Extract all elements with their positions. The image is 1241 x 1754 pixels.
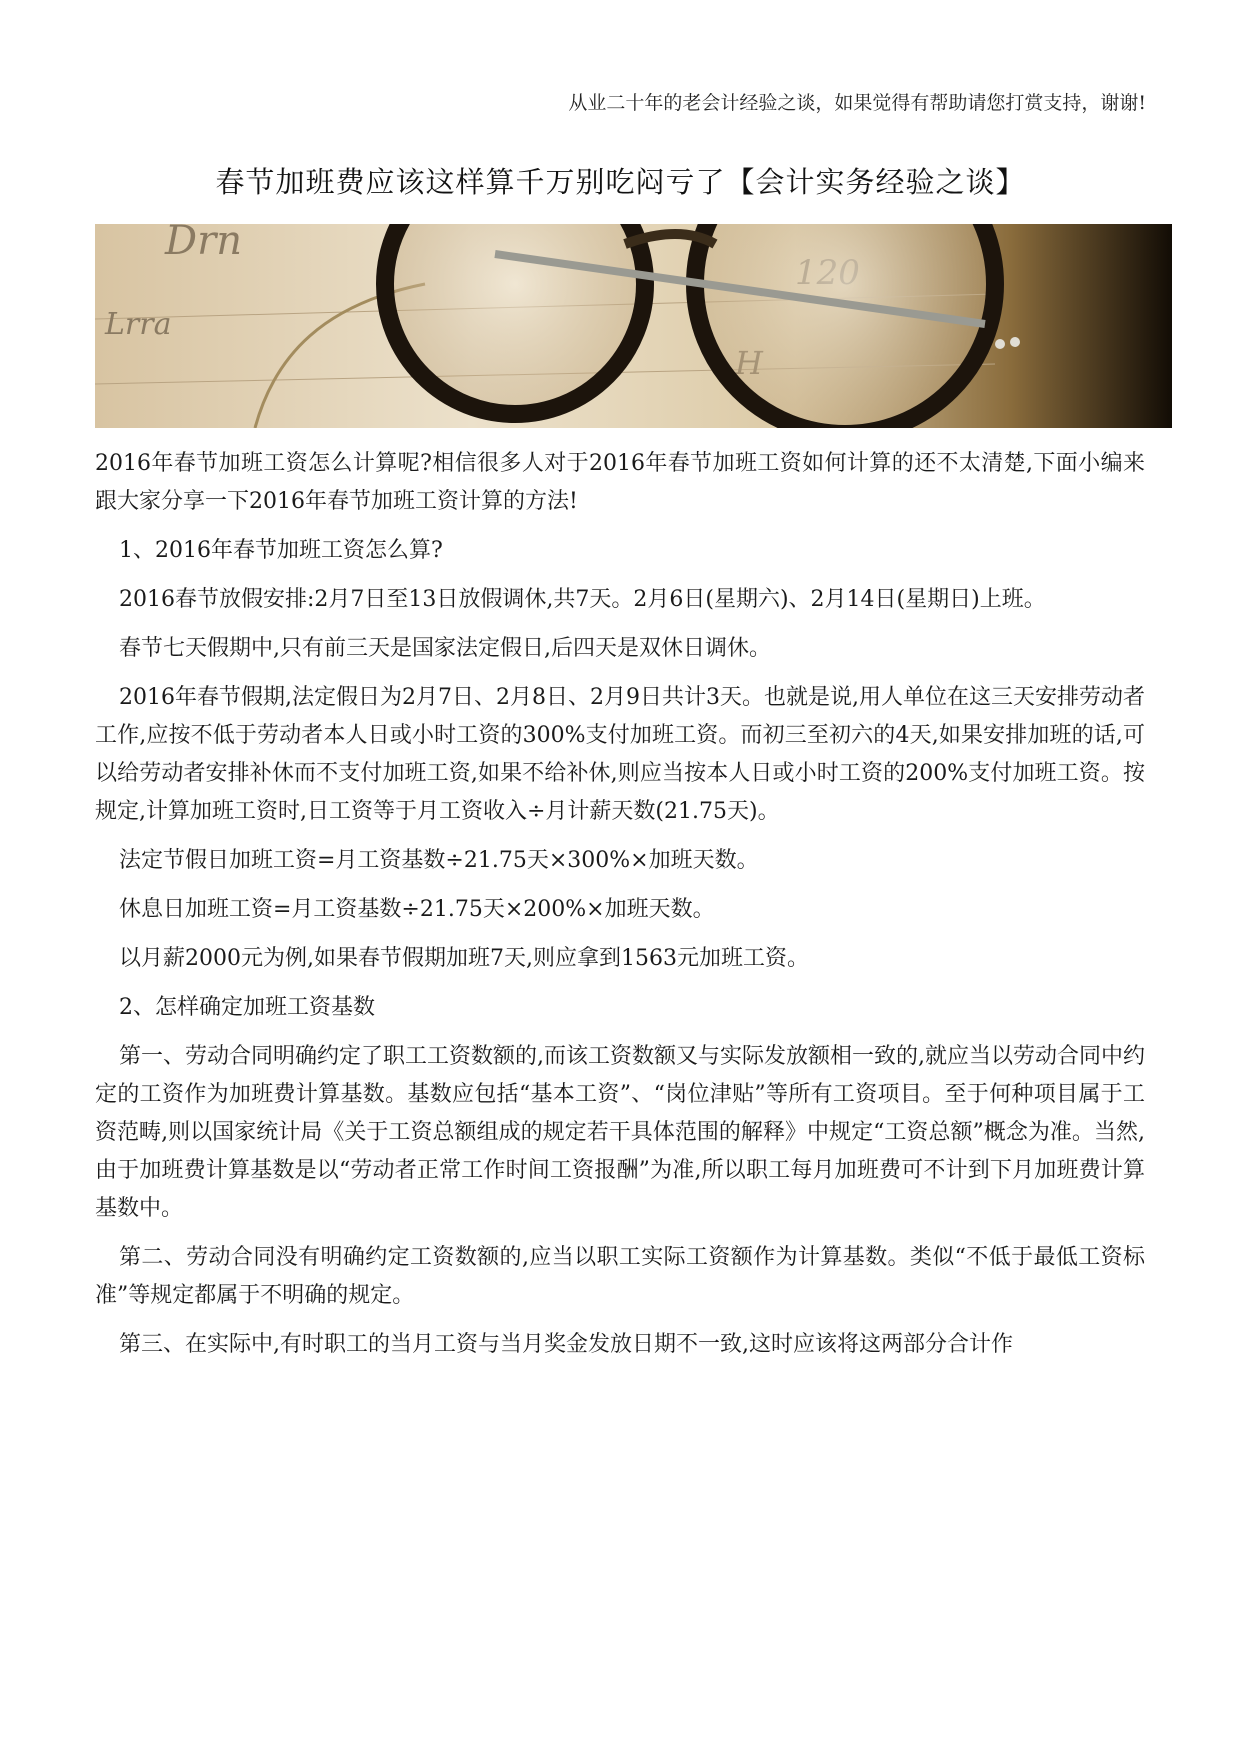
formula-restday: 休息日加班工资=月工资基数÷21.75天×200%×加班天数。 [119,897,715,922]
paragraph: 春节七天假期中,只有前三天是国家法定假日,后四天是双休日调休。 [119,636,771,661]
paragraph: 第三、在实际中,有时职工的当月工资与当月奖金发放日期不一致,这时应该将这两部分合计作 [119,1332,1013,1357]
heading-2: 2、怎样确定加班工资基数 [119,995,375,1020]
handwriting-2: Lrra [105,307,172,342]
handwriting-1: Drn [165,224,242,264]
article-body [95,445,1145,1375]
paragraph: 第二、劳动合同没有明确约定工资数额的,应当以职工实际工资额作为计算基数。类似“不低于最低工资标准”等规定都属于不明确的规定。 [95,1245,1145,1308]
paragraph-intro: 2016年春节加班工资怎么计算呢?相信很多人对于2016年春节加班工资如何计算的还不太清楚,下面小编来跟大家分享一下2016年春节加班工资计算的方法! [95,451,1145,514]
article-title: 春节加班费应该这样算千万别吃闷亏了【会计实务经验之谈】 [215,165,1026,199]
banner-image [95,224,1172,428]
paragraph-example: 以月薪2000元为例,如果春节假期加班7天,则应拿到1563元加班工资。 [119,946,809,971]
paragraph: 2016年春节假期,法定假日为2月7日、2月8日、2月9日共计3天。也就是说,用人单位在这三天安排劳动者工作,应按不低于劳动者本人日或小时工资的300%支付加班工资。而初三至初六的4天,如果安排加班的话,可以给劳动者安排补休而不支付加班工资,如果不给补休,则应当按本人日或小时工资的200%支付加班工资。按规定,计算加班工资时,日工资等于月工资收入÷月计薪天数(21.75天)。 [95,685,1145,824]
paragraph: 第一、劳动合同明确约定了职工工资数额的,而该工资数额又与实际发放额相一致的,就应当以劳动合同中约定的工资作为加班费计算基数。基数应包括“基本工资”、“岗位津贴”等所有工资项目。至于何种项目属于工资范畴,则以国家统计局《关于工资总额组成的规定若干具体范围的解释》中规定“工资总额”概念为准。当然,由于加班费计算基数是以“劳动者正常工作时间工资报酬”为准,所以职工每月加班费可不计到下月加班费计算基数中。 [95,1044,1145,1221]
eyeglasses-illustration [95,224,1172,428]
heading-1: 1、2016年春节加班工资怎么算? [119,538,443,563]
paragraph: 2016春节放假安排:2月7日至13日放假调休,共7天。2月6日(星期六)、2月14日(星期日)上班。 [119,587,1046,612]
formula-holiday: 法定节假日加班工资=月工资基数÷21.75天×300%×加班天数。 [119,848,759,873]
header-note: 从业二十年的老会计经验之谈，如果觉得有帮助请您打赏支持，谢谢! [568,92,1146,114]
